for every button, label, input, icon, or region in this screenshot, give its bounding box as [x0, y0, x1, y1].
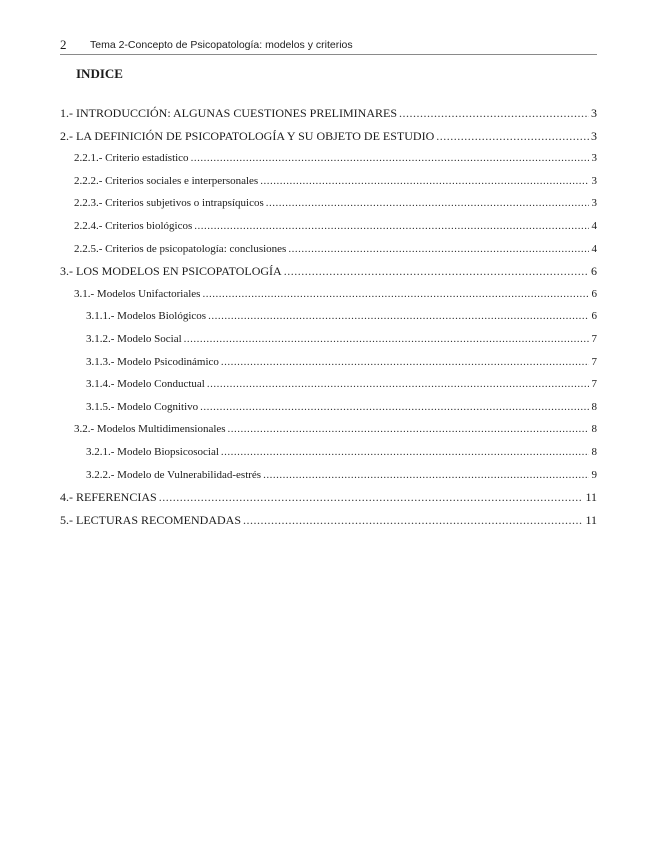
toc-entry-page[interactable]: 3	[591, 106, 597, 120]
toc-entry-page[interactable]: 8	[591, 400, 597, 413]
toc-entry-label[interactable]: 3.- LOS MODELOS EN PSICOPATOLOGÍA	[60, 264, 282, 279]
toc-entry-page[interactable]: 11	[585, 512, 597, 527]
dot-leader	[221, 445, 589, 459]
dot-leader	[243, 513, 583, 527]
toc-entry-page[interactable]: 8	[591, 445, 597, 458]
toc-entry[interactable]	[60, 400, 597, 423]
toc-entry-page[interactable]: 4	[591, 219, 597, 232]
toc-entry-label[interactable]: 2.2.4.- Criterios biológicos	[74, 219, 193, 232]
dot-leader	[228, 422, 589, 436]
toc-entry[interactable]	[60, 445, 597, 468]
toc-entry-page[interactable]: 4	[591, 242, 597, 255]
toc-entry-page[interactable]: 7	[591, 332, 597, 345]
toc-entry[interactable]	[60, 468, 597, 491]
toc-entry-page[interactable]: 3	[591, 128, 597, 143]
dot-leader	[263, 468, 589, 482]
toc-entry-page[interactable]: 11	[585, 490, 597, 505]
toc-entry[interactable]	[60, 174, 597, 197]
dot-leader	[202, 287, 589, 301]
page-number: 2	[60, 37, 67, 52]
dot-leader	[208, 309, 589, 323]
dot-leader	[221, 355, 589, 369]
toc-entry-page[interactable]: 3	[591, 152, 597, 165]
dot-leader	[207, 377, 589, 391]
page-header	[60, 38, 597, 55]
dot-leader	[191, 151, 589, 165]
toc-entry-label[interactable]: 3.1.2.- Modelo Social	[86, 332, 182, 345]
toc-entry-page[interactable]: 3	[591, 174, 597, 187]
toc-entry-label[interactable]: 3.2.2.- Modelo de Vulnerabilidad-estrés	[86, 468, 262, 481]
toc-entry-page[interactable]: 9	[591, 468, 597, 481]
toc-entry-label[interactable]: 2.2.3.- Criterios subjetivos o intrapsíquicos	[74, 197, 264, 210]
toc-entry-label[interactable]: 2.2.1.- Criterio estadístico	[74, 152, 189, 165]
toc-entry[interactable]	[60, 196, 597, 219]
toc-entry[interactable]	[60, 129, 597, 152]
toc-entry-page[interactable]: 6	[591, 287, 597, 300]
dot-leader	[399, 106, 589, 120]
dot-leader	[284, 264, 589, 278]
dot-leader	[260, 174, 589, 188]
toc-entry[interactable]	[60, 242, 597, 265]
toc-entry-label[interactable]: 2.2.2.- Criterios sociales e interpersonales	[74, 174, 259, 187]
toc-entry-page[interactable]: 7	[591, 378, 597, 391]
toc-entry-label[interactable]: 2.- LA DEFINICIÓN DE PSICOPATOLOGÍA Y SU OBJETO DE ESTUDIO	[60, 128, 435, 143]
toc-entry-label[interactable]: 1.- INTRODUCCIÓN: ALGUNAS CUESTIONES PRELIMINARES	[60, 106, 398, 120]
toc-entry-label[interactable]: 3.1.- Modelos Unifactoriales	[74, 287, 201, 300]
toc-entry-label[interactable]: 4.- REFERENCIAS	[60, 490, 157, 505]
dot-leader	[200, 400, 589, 414]
toc-entry-label[interactable]: 2.2.5.- Criterios de psicopatología: conclusiones	[74, 242, 287, 255]
dot-leader	[184, 332, 589, 346]
toc-entry-label[interactable]: 3.1.3.- Modelo Psicodinámico	[86, 355, 219, 368]
toc-entry-label[interactable]: 3.2.- Modelos Multidimensionales	[74, 423, 226, 436]
toc-entry-page[interactable]: 6	[591, 264, 597, 279]
toc-entry[interactable]	[60, 422, 597, 445]
toc-entry[interactable]	[60, 219, 597, 242]
toc-entry-page[interactable]: 7	[591, 355, 597, 368]
toc-entry-page[interactable]: 6	[591, 310, 597, 323]
toc-entry[interactable]	[60, 355, 597, 378]
toc-entry[interactable]	[60, 332, 597, 355]
table-of-contents	[60, 106, 597, 535]
toc-title: INDICE	[76, 66, 123, 81]
toc-entry[interactable]	[60, 287, 597, 310]
dot-leader	[436, 129, 589, 143]
dot-leader	[194, 219, 589, 233]
toc-entry-label[interactable]: 3.1.4.- Modelo Conductual	[86, 378, 205, 391]
toc-entry-page[interactable]: 3	[591, 197, 597, 210]
toc-entry-label[interactable]: 5.- LECTURAS RECOMENDADAS	[60, 512, 242, 527]
toc-entry[interactable]	[60, 309, 597, 332]
toc-entry[interactable]	[60, 377, 597, 400]
toc-entry[interactable]	[60, 106, 597, 129]
dot-leader	[159, 490, 584, 504]
toc-entry-label[interactable]: 3.1.1.- Modelos Biológicos	[86, 310, 207, 323]
dot-leader	[288, 242, 589, 256]
toc-entry[interactable]	[60, 513, 597, 536]
toc-entry-label[interactable]: 3.2.1.- Modelo Biopsicosocial	[86, 445, 219, 458]
dot-leader	[266, 196, 589, 210]
toc-entry-page[interactable]: 8	[591, 423, 597, 436]
toc-entry[interactable]	[60, 490, 597, 513]
running-title: Tema 2-Concepto de Psicopatología: modelos y criterios	[90, 39, 353, 51]
toc-entry[interactable]	[60, 151, 597, 174]
toc-entry[interactable]	[60, 264, 597, 287]
toc-entry-label[interactable]: 3.1.5.- Modelo Cognitivo	[86, 400, 199, 413]
